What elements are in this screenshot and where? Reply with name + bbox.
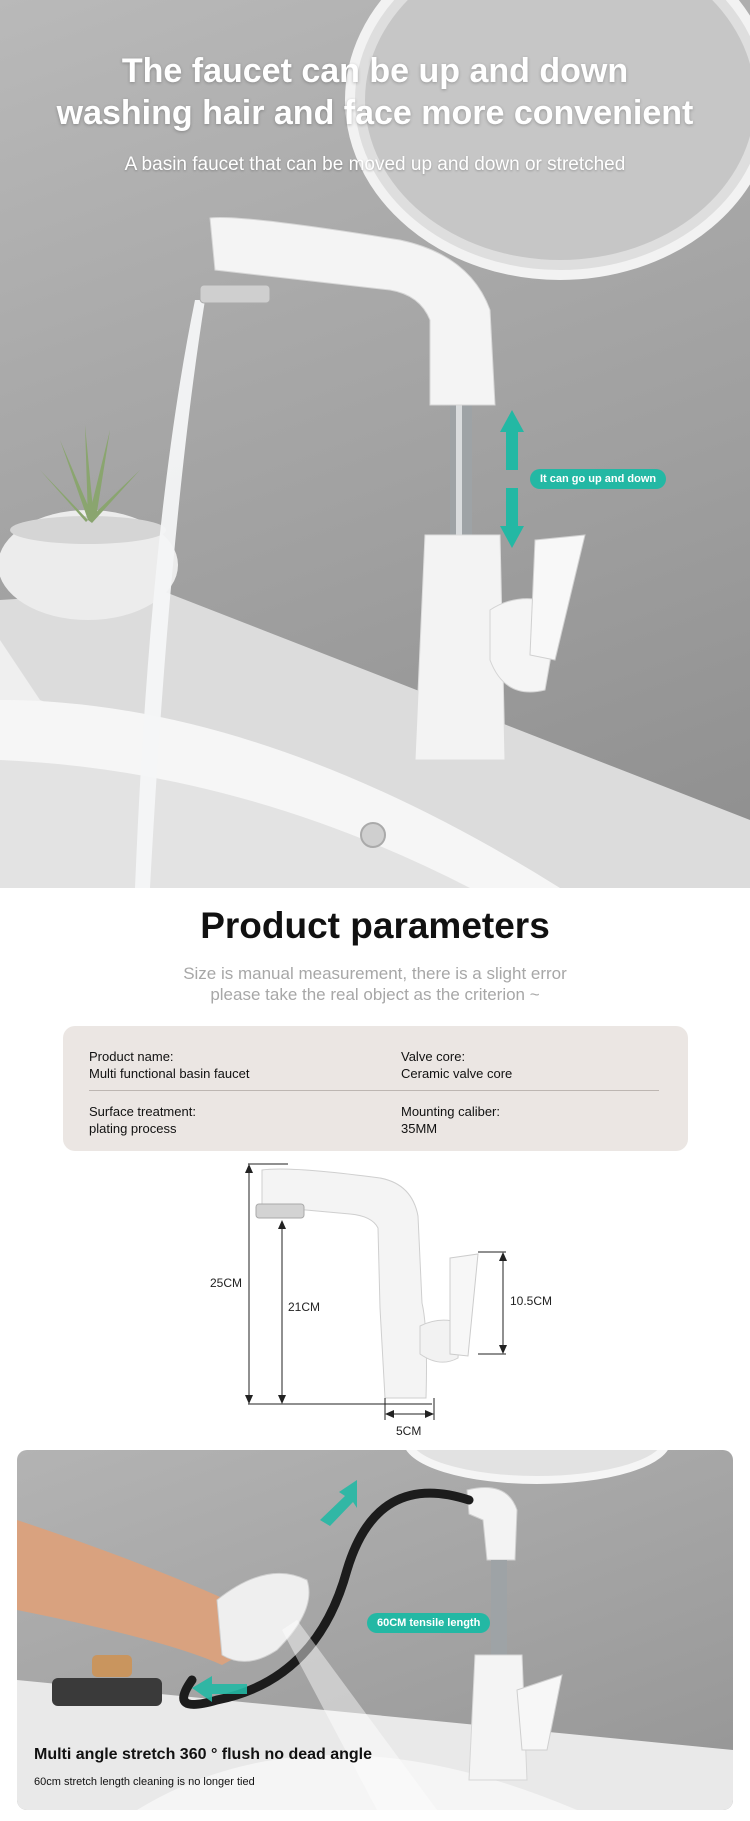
spec-divider: [89, 1090, 659, 1091]
dim-total-height: 25CM: [210, 1276, 243, 1290]
params-title: Product parameters: [200, 905, 550, 946]
tensile-length-badge: 60CM tensile length: [367, 1613, 490, 1633]
stretch-banner: [17, 1450, 733, 1810]
spec-label: Surface treatment:: [89, 1104, 196, 1119]
params-subtitle: [0, 963, 750, 1005]
hero-title-line1: The faucet can be up and down: [121, 52, 629, 90]
spec-label: Mounting caliber:: [401, 1104, 500, 1119]
spec-surface-treatment: [89, 1103, 196, 1137]
stretch-subtitle: 60cm stretch length cleaning is no longer tied: [34, 1776, 255, 1788]
hero-subtitle: A basin faucet that can be moved up and down or stretched: [124, 154, 626, 175]
dim-handle-height: 10.5CM: [510, 1294, 553, 1308]
spec-mounting-caliber: [401, 1103, 500, 1137]
spec-value: Ceramic valve core: [401, 1066, 513, 1081]
stretch-title: Multi angle stretch 360 ° flush no dead angle: [34, 1746, 373, 1763]
spec-label: Product name:: [89, 1049, 174, 1064]
spec-value: 35MM: [401, 1121, 438, 1136]
spec-value: Multi functional basin faucet: [89, 1066, 250, 1081]
spec-valve-core: [401, 1048, 512, 1082]
up-down-badge: It can go up and down: [530, 469, 666, 489]
hero-section: [0, 0, 750, 888]
params-subtitle-line2: please take the real object as the criterion ~: [210, 985, 540, 1004]
dim-spout-height: 21CM: [288, 1300, 321, 1314]
params-subtitle-line1: Size is manual measurement, there is a slight error: [183, 964, 567, 983]
spec-product-name: [89, 1048, 249, 1082]
spec-card: [63, 1026, 688, 1151]
dimension-diagram: [200, 1158, 580, 1448]
spec-value: plating process: [89, 1121, 177, 1136]
hero-title-line2: washing hair and face more convenient: [56, 94, 694, 132]
dim-base-width: 5CM: [396, 1424, 422, 1438]
spec-label: Valve core:: [401, 1049, 466, 1064]
